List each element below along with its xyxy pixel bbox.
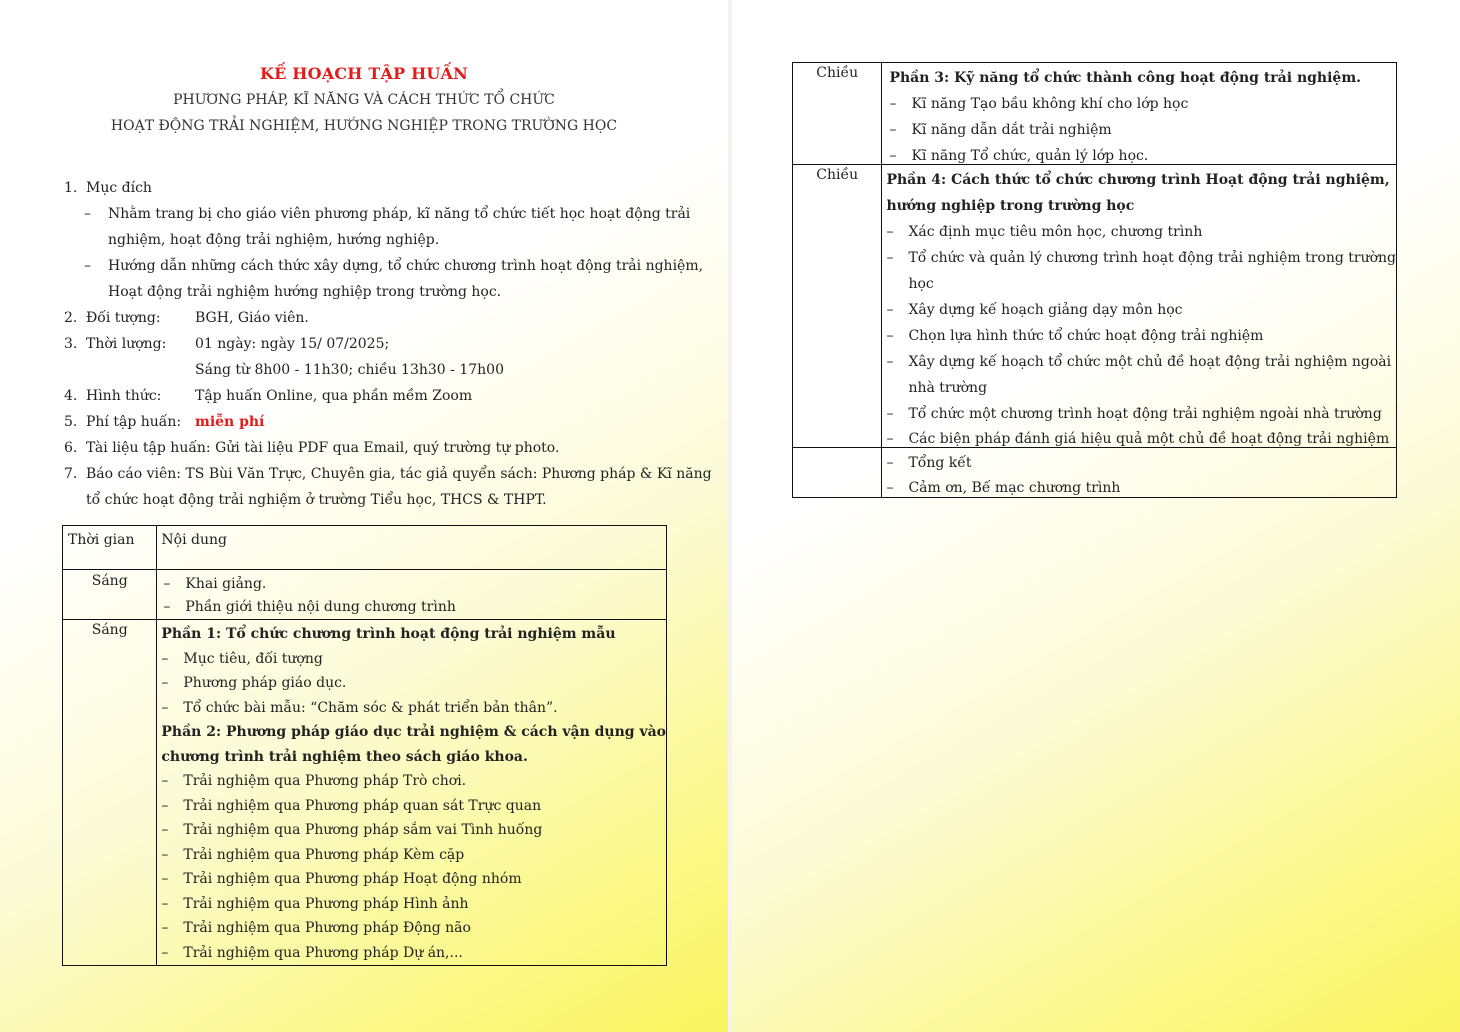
- part4-title: Phần 4: Cách thức tổ chức chương trình Hoạt động trải nghiệm,: [886, 172, 1390, 188]
- row-content: – Tổng kết – Cảm ơn, Bế mạc chương trình: [882, 448, 1397, 498]
- speaker-text: Báo cáo viên: TS Bùi Văn Trực, Chuyên gia, tác giả quyển sách: Phương pháp & Kĩ năng: [86, 466, 712, 482]
- schedule-table-continued: [792, 62, 1397, 498]
- table-row: [793, 63, 1397, 165]
- list-item: Tổng kết: [908, 455, 972, 471]
- plan-subtitle-line2: HOẠT ĐỘNG TRẢI NGHIỆM, HƯỚNG NGHIỆP TRONG TRƯỜNG HỌC: [110, 118, 618, 134]
- audience-value: BGH, Giáo viên.: [195, 310, 309, 326]
- plan-title: KẾ HOẠCH TẬP HUẤN: [260, 64, 468, 83]
- right-page: [732, 0, 1460, 1032]
- header-time: Thời gian: [63, 526, 157, 570]
- list-item-cont: học: [908, 276, 934, 292]
- purpose-bullet-cont: nghiệm, hoạt động trải nghiệm, hướng nghiệp.: [108, 232, 440, 248]
- fee-label: Phí tập huấn:: [86, 414, 182, 430]
- list-item-cont: nhà trường: [908, 380, 988, 396]
- list-item: Kĩ năng Tổ chức, quản lý lớp học.: [911, 148, 1149, 164]
- list-item: Các biện pháp đánh giá hiệu quả một chủ đề hoạt động trải nghiệm: [908, 431, 1390, 447]
- bullet-dash: –: [84, 258, 91, 274]
- list-item: Xây dựng kế hoạch tổ chức một chủ đề hoạt động trải nghiệm ngoài: [908, 354, 1392, 370]
- table-row: [793, 165, 1397, 448]
- list-item: Trải nghiệm qua Phương pháp Kèm cặp: [183, 846, 465, 863]
- list-item: Xây dựng kế hoạch giảng dạy môn học: [908, 302, 1183, 318]
- list-item: Trải nghiệm qua Phương pháp Hoạt động nhóm: [183, 871, 522, 887]
- row-content: Phần 1: Tổ chức chương trình hoạt động trải nghiệm mẫu – Mục tiêu, đối tượng – Phương pháp giáo dục. – Tổ chức bài mẫu: “Chăm sóc & phát triển bản thân”. Phần 2: Phương pháp giáo dục trải nghiệm & cách vận dụng vào chương trình trải nghiệm theo sách giáo khoa. – Trải nghiệm qua Phương pháp Trò chơi. – Trải nghiệm qua Phương pháp quan sát Trực quan – Trải nghiệm qua Phương pháp sắm vai Tình huống – Trải nghiệm qua Phương pháp Kèm cặp – Trải nghiệm qua Phương pháp Hoạt động nhóm – Trải nghiệm qua Phương pháp Hình ảnh – Trải nghiệm qua Phương pháp Động não – Trải nghiệm qua Phương pháp Dự án,...: [157, 620, 667, 966]
- duration-value: 01 ngày: ngày 15/ 07/2025;: [195, 336, 390, 352]
- item-number: 1.: [64, 180, 78, 196]
- part3-title: Phần 3: Kỹ năng tổ chức thành công hoạt động trải nghiệm.: [889, 70, 1362, 86]
- list-item: Trải nghiệm qua Phương pháp quan sát Trực quan: [183, 797, 542, 814]
- row-time: [793, 448, 882, 498]
- row-time: Chiều: [793, 165, 882, 448]
- table-header-row: [63, 526, 667, 570]
- row-time: Sáng: [63, 570, 157, 620]
- purpose-bullet-cont: Hoạt động trải nghiệm hướng nghiệp trong trường học.: [108, 284, 502, 300]
- materials-text: Tài liệu tập huấn: Gửi tài liệu PDF qua Email, quý trường tự photo.: [86, 440, 560, 456]
- list-item: Tổ chức một chương trình hoạt động trải nghiệm ngoài nhà trường: [908, 406, 1382, 422]
- duration-label: Thời lượng:: [86, 336, 167, 352]
- part1-title: Phần 1: Tổ chức chương trình hoạt động trải nghiệm mẫu: [161, 626, 616, 642]
- left-page: [0, 0, 728, 1032]
- item-number: 7.: [64, 466, 78, 482]
- row-time: Chiều: [793, 63, 882, 165]
- item-number: 5.: [64, 414, 78, 430]
- list-item: Mục tiêu, đối tượng: [183, 650, 323, 667]
- item-number: 2.: [64, 310, 78, 326]
- list-item: Phần giới thiệu nội dung chương trình: [185, 599, 456, 615]
- purpose-label: Mục đích: [86, 180, 152, 196]
- part4-title-cont: hướng nghiệp trong trường học: [886, 198, 1135, 214]
- format-value: Tập huấn Online, qua phần mềm Zoom: [195, 388, 473, 404]
- item-number: 3.: [64, 336, 78, 352]
- item-number: 4.: [64, 388, 78, 404]
- list-item: Xác định mục tiêu môn học, chương trình: [908, 224, 1203, 240]
- row-content: Phần 4: Cách thức tổ chức chương trình Hoạt động trải nghiệm, hướng nghiệp trong trường học – Xác định mục tiêu môn học, chương trình – Tổ chức và quản lý chương trình hoạt động trải nghiệm trong trường học – Xây dựng kế hoạch giảng dạy môn học – Chọn lựa hình thức tổ chức hoạt động trải nghiệm – Xây dựng kế hoạch tổ chức một chủ đề hoạt động trải nghiệm ngoài nhà trường – Tổ chức một chương trình hoạt động trải nghiệm ngoài nhà trường – Các biện pháp đánh giá hiệu quả một chủ đề hoạt động trải nghiệm: [882, 165, 1397, 448]
- list-item: Chọn lựa hình thức tổ chức hoạt động trải nghiệm: [908, 328, 1264, 344]
- format-label: Hình thức:: [86, 388, 162, 404]
- list-item: Trải nghiệm qua Phương pháp Động não: [183, 920, 471, 936]
- table-row: [793, 448, 1397, 498]
- list-item: Trải nghiệm qua Phương pháp Dự án,...: [183, 944, 463, 961]
- list-item: Kĩ năng dẫn dắt trải nghiệm: [911, 122, 1112, 138]
- item-number: 6.: [64, 440, 78, 456]
- audience-label: Đối tượng:: [86, 310, 161, 326]
- list-item: Tổ chức bài mẫu: “Chăm sóc & phát triển bản thân”.: [183, 699, 558, 716]
- list-item: Kĩ năng Tạo bầu không khí cho lớp học: [911, 96, 1189, 112]
- speaker-text-cont: tổ chức hoạt động trải nghiệm ở trường Tiểu học, THCS & THPT.: [86, 492, 547, 508]
- purpose-bullet: Nhằm trang bị cho giáo viên phương pháp, kĩ năng tổ chức tiết học hoạt động trải: [108, 206, 691, 222]
- bullet-dash: –: [84, 206, 91, 222]
- purpose-bullet: Hướng dẫn những cách thức xây dựng, tổ chức chương trình hoạt động trải nghiệm,: [108, 258, 704, 274]
- part2-title: Phần 2: Phương pháp giáo dục trải nghiệm & cách vận dụng vào: [161, 724, 666, 740]
- table-row: [63, 570, 667, 620]
- plan-subtitle-line1: PHƯƠNG PHÁP, KĨ NĂNG VÀ CÁCH THỨC TỔ CHỨC: [173, 92, 555, 108]
- header-content: Nội dung: [157, 526, 667, 570]
- list-item: Cảm ơn, Bế mạc chương trình: [908, 480, 1121, 496]
- row-content: Phần 3: Kỹ năng tổ chức thành công hoạt động trải nghiệm. – Kĩ năng Tạo bầu không khí cho lớp học – Kĩ năng dẫn dắt trải nghiệm – Kĩ năng Tổ chức, quản lý lớp học.: [882, 63, 1397, 165]
- list-item: Phương pháp giáo dục.: [183, 675, 347, 691]
- row-time: Sáng: [63, 620, 157, 966]
- table-row: [63, 620, 667, 966]
- list-item: Trải nghiệm qua Phương pháp Trò chơi.: [183, 773, 467, 789]
- part2-title-cont: chương trình trải nghiệm theo sách giáo khoa.: [161, 748, 528, 765]
- schedule-table: [62, 525, 667, 966]
- list-item: Khai giảng.: [185, 576, 267, 592]
- row-content: – Khai giảng. – Phần giới thiệu nội dung chương trình: [157, 570, 667, 620]
- list-item: Trải nghiệm qua Phương pháp sắm vai Tình huống: [183, 822, 543, 838]
- list-item: Tổ chức và quản lý chương trình hoạt động trải nghiệm trong trường: [908, 250, 1396, 266]
- list-item: Trải nghiệm qua Phương pháp Hình ảnh: [183, 895, 469, 912]
- duration-value-hours: Sáng từ 8h00 - 11h30; chiều 13h30 - 17h00: [195, 362, 504, 378]
- fee-value: miễn phí: [195, 414, 265, 430]
